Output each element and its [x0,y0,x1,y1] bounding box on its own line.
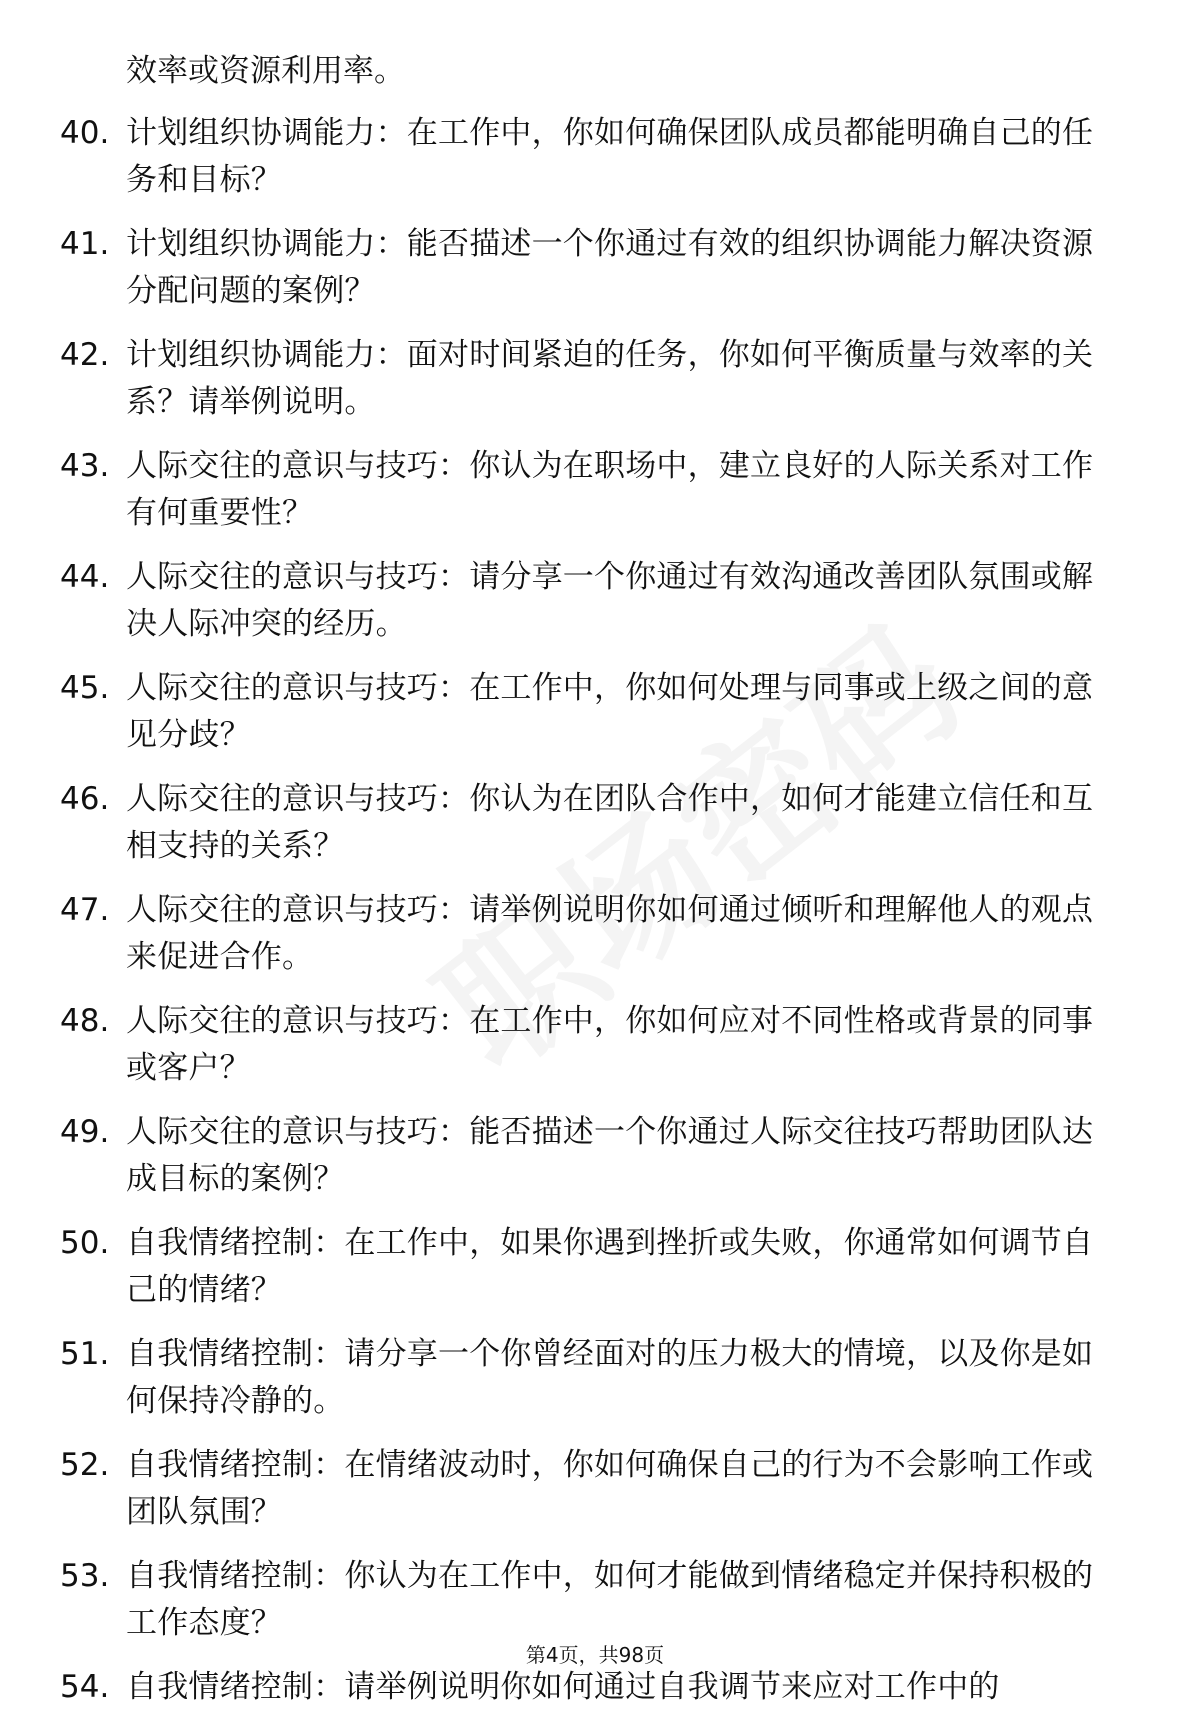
question-item [60,1331,1120,1425]
question-item [60,1220,1120,1314]
question-number: 40. [60,115,110,151]
question-item [60,332,1120,426]
question-number: 48. [60,1003,110,1039]
question-item [60,554,1120,648]
question-number: 41. [60,226,110,262]
question-text: 自我情绪控制：在工作中，如果你遇到挫折或失败，你通常如何调节自己的情绪？ [126,1225,1094,1308]
question-content [60,48,1120,1728]
question-item [60,998,1120,1092]
question-text: 计划组织协调能力：能否描述一个你通过有效的组织协调能力解决资源分配问题的案例？ [126,226,1094,309]
question-item [60,443,1120,537]
question-item [60,1553,1120,1647]
page-footer: 第4页，共98页 [525,1643,665,1667]
question-text: 计划组织协调能力：在工作中，你如何确保团队成员都能明确自己的任务和目标？ [126,115,1094,198]
question-text: 自我情绪控制：请举例说明你如何通过自我调节来应对工作中的 [126,1669,1000,1705]
question-text: 自我情绪控制：请分享一个你曾经面对的压力极大的情境，以及你是如何保持冷静的。 [126,1336,1094,1419]
question-item [60,776,1120,870]
question-item [60,1664,1120,1711]
question-text: 人际交往的意识与技巧：能否描述一个你通过人际交往技巧帮助团队达成目标的案例？ [126,1114,1094,1197]
continuation-text: 效率或资源利用率。 [126,53,405,89]
question-number: 50. [60,1225,110,1261]
question-text: 人际交往的意识与技巧：你认为在职场中，建立良好的人际关系对工作有何重要性？ [126,448,1094,531]
question-text: 人际交往的意识与技巧：请举例说明你如何通过倾听和理解他人的观点来促进合作。 [126,892,1094,975]
question-number: 44. [60,559,110,595]
question-text: 计划组织协调能力：面对时间紧迫的任务，你如何平衡质量与效率的关系？请举例说明。 [126,337,1094,420]
question-list [60,110,1120,1711]
question-item [60,221,1120,315]
question-number: 51. [60,1336,110,1372]
question-number: 46. [60,781,110,817]
question-text: 人际交往的意识与技巧：在工作中，你如何处理与同事或上级之间的意见分歧？ [126,670,1094,753]
question-number: 43. [60,448,110,484]
question-item [60,1109,1120,1203]
question-number: 53. [60,1558,110,1594]
question-text: 自我情绪控制：在情绪波动时，你如何确保自己的行为不会影响工作或团队氛围？ [126,1447,1094,1530]
question-text: 人际交往的意识与技巧：在工作中，你如何应对不同性格或背景的同事或客户？ [126,1003,1094,1086]
question-number: 45. [60,670,110,706]
question-number: 52. [60,1447,110,1483]
question-item [60,665,1120,759]
question-number: 47. [60,892,110,928]
question-item [60,110,1120,204]
question-text: 人际交往的意识与技巧：请分享一个你通过有效沟通改善团队氛围或解决人际冲突的经历。 [126,559,1094,642]
question-number: 42. [60,337,110,373]
question-item [60,887,1120,981]
question-number: 54. [60,1669,110,1705]
question-number: 49. [60,1114,110,1150]
question-item [60,1442,1120,1536]
question-text: 人际交往的意识与技巧：你认为在团队合作中，如何才能建立信任和互相支持的关系？ [126,781,1094,864]
question-text: 自我情绪控制：你认为在工作中，如何才能做到情绪稳定并保持积极的工作态度？ [126,1558,1094,1641]
